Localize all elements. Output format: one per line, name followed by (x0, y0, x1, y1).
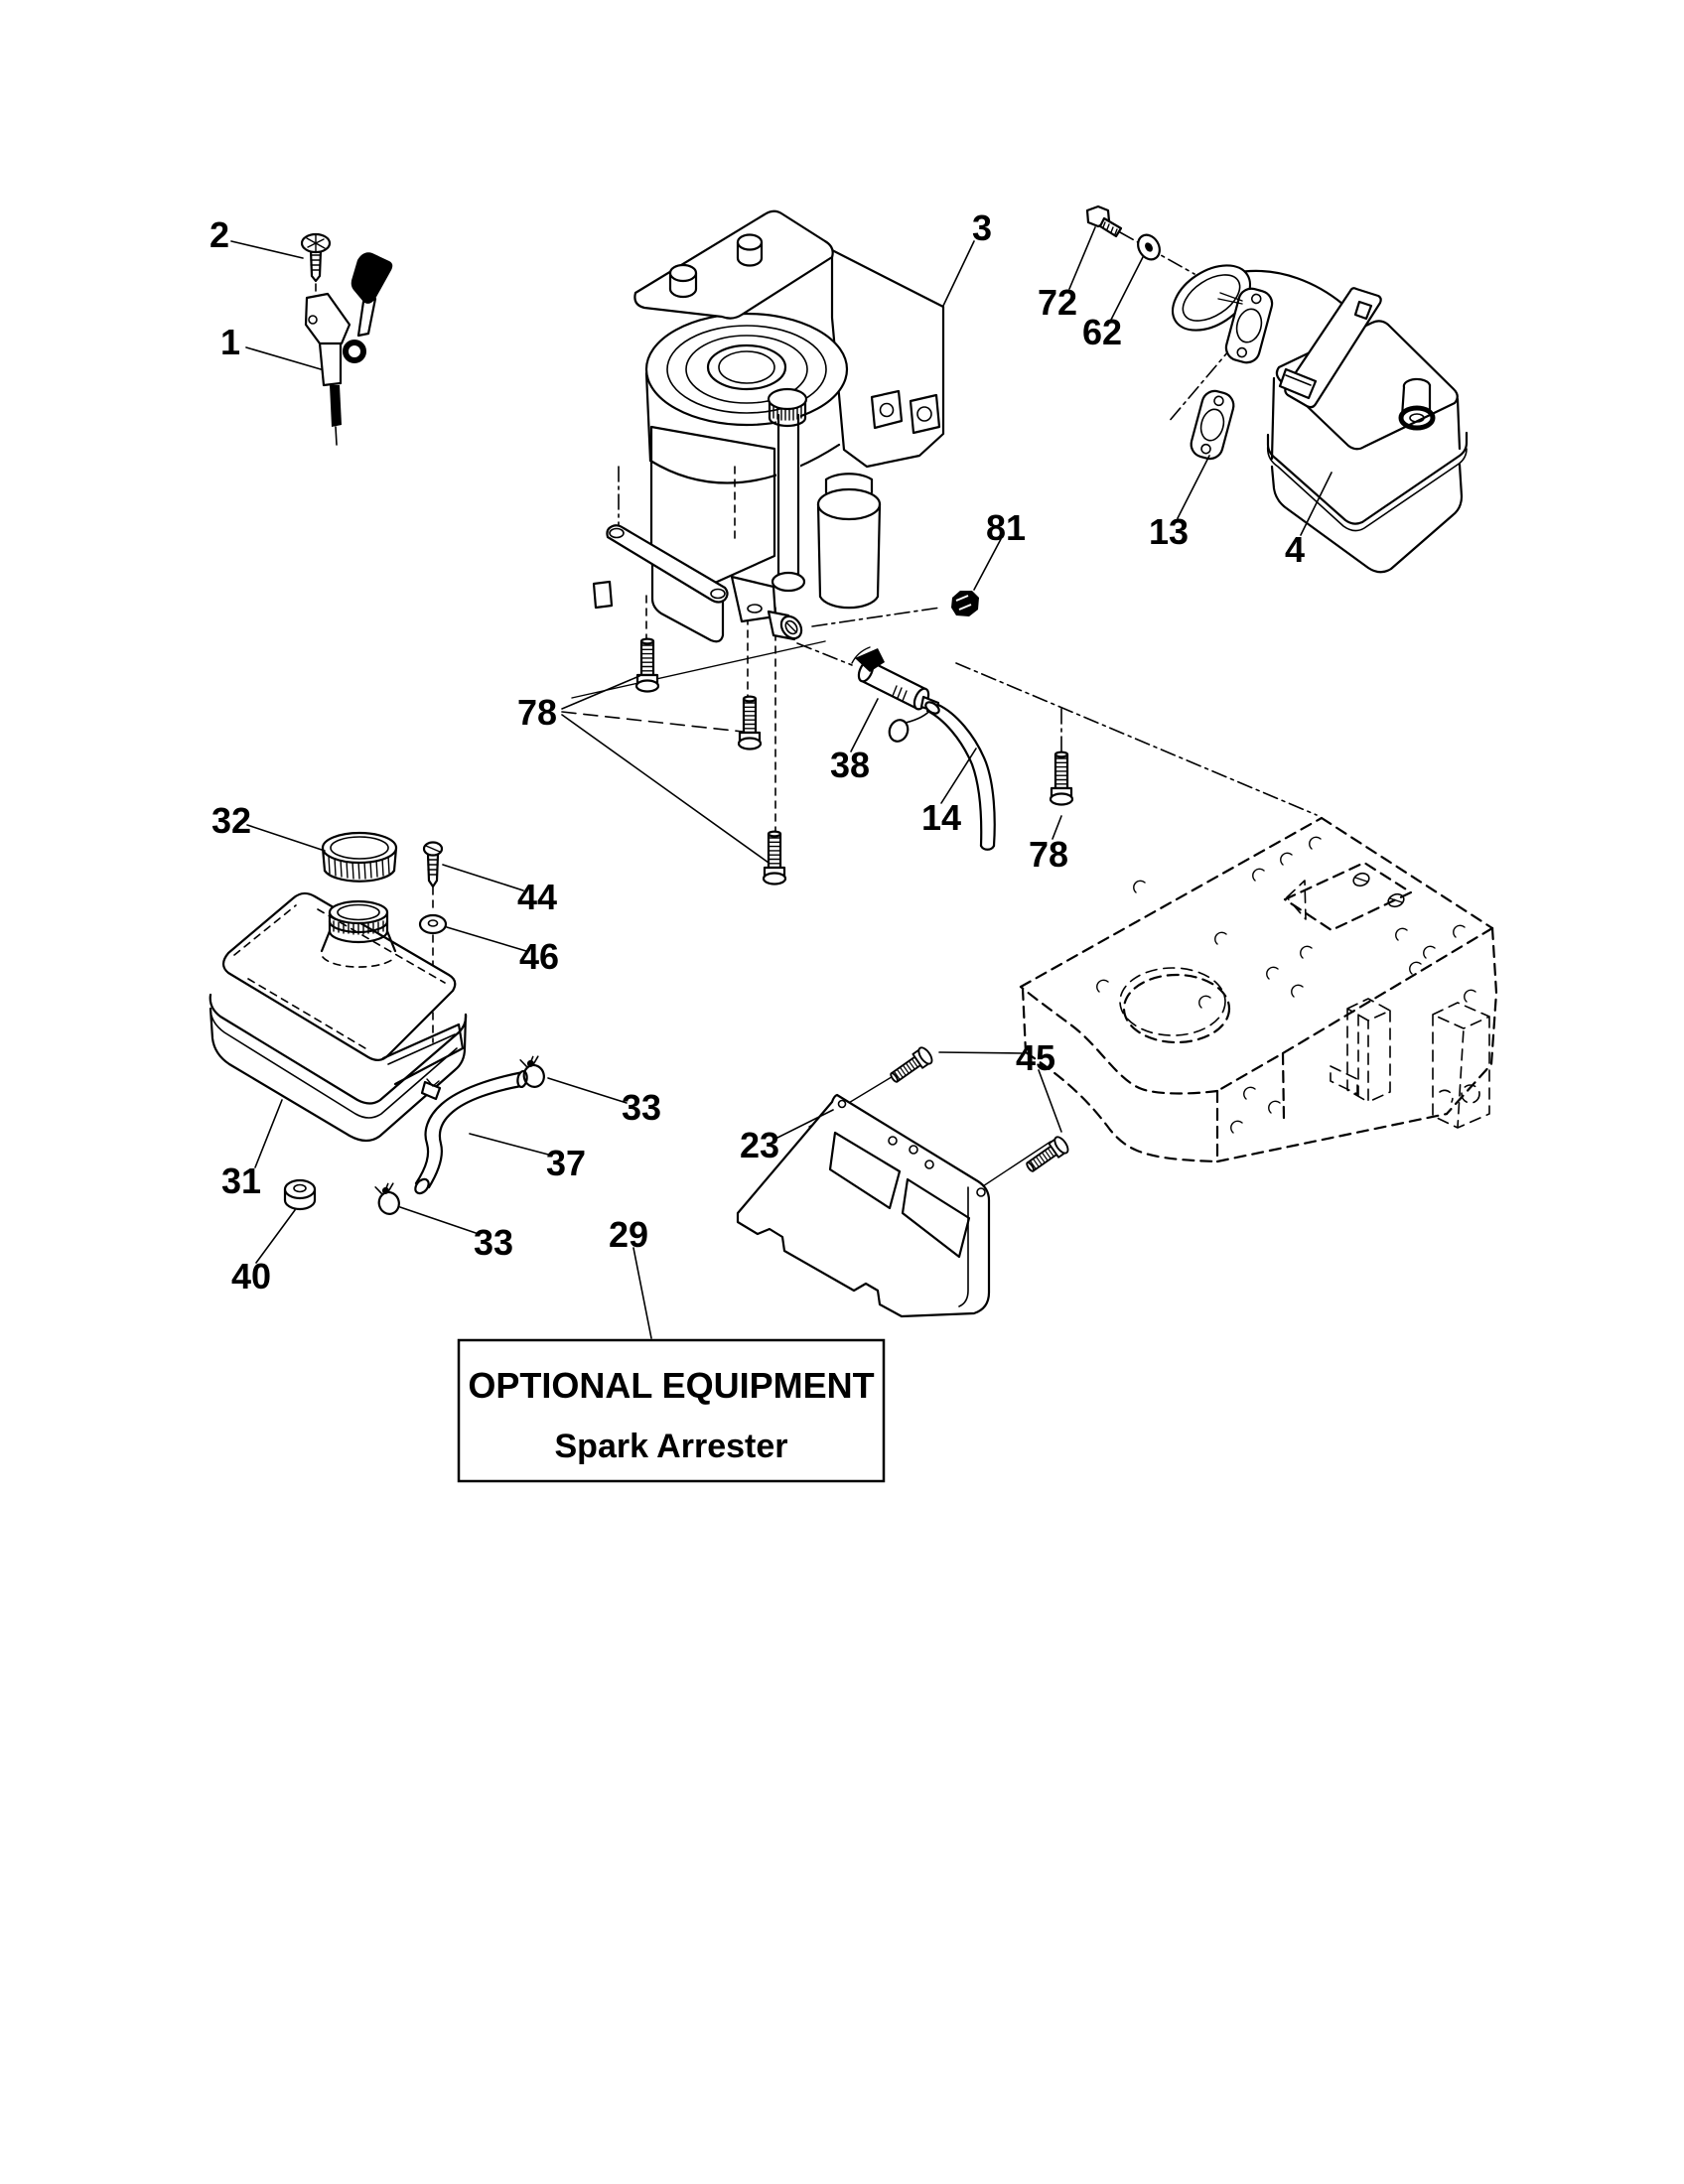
callout-4: 4 (1284, 529, 1306, 570)
fuel-tank-drawing (210, 833, 547, 1216)
callout-2: 2 (209, 214, 230, 255)
throttle-control-drawing (302, 234, 392, 445)
engine-drawing (572, 211, 943, 698)
washer-62 (1134, 231, 1164, 264)
callout-29: 29 (608, 1214, 649, 1255)
bolt-78-c (764, 832, 785, 885)
chassis-oval-hole (1124, 975, 1229, 1042)
grommet-40 (285, 1180, 315, 1209)
engine-pad-1 (872, 391, 902, 428)
callout-33-bottom: 33 (473, 1222, 514, 1263)
oil-drain-elbow (769, 612, 805, 642)
chassis-foot (1331, 1066, 1357, 1094)
throttle-bracket-1 (306, 252, 392, 445)
fuel-cap-32 (323, 833, 396, 882)
callout-40: 40 (230, 1256, 272, 1297)
exhaust-gasket-13 (1189, 388, 1237, 462)
fuel-valve-38 (852, 647, 938, 744)
callout-14: 14 (920, 797, 962, 838)
callout-13: 13 (1148, 511, 1190, 552)
callout-72: 72 (1037, 282, 1078, 323)
chassis-plate-reference (1021, 818, 1496, 1161)
tank-washer-46 (420, 915, 446, 933)
callout-46: 46 (518, 936, 560, 977)
screw-2 (302, 234, 330, 281)
callout-45: 45 (1015, 1037, 1056, 1078)
optional-equipment-box (459, 1340, 884, 1481)
callout-37: 37 (545, 1143, 587, 1183)
engine-cylinder-boss (818, 474, 880, 608)
tank-screw-44 (424, 843, 442, 887)
optional-equipment-title: OPTIONAL EQUIPMENT (468, 1365, 875, 1406)
callout-1: 1 (219, 322, 241, 362)
bolt-78-b (739, 697, 761, 750)
callout-44: 44 (516, 877, 558, 917)
bolt-45-a (888, 1045, 935, 1086)
callout-38: 38 (829, 745, 871, 785)
callout-33-top: 33 (621, 1087, 662, 1128)
dipstick-cap (769, 389, 806, 409)
bolt-72 (1087, 206, 1121, 236)
muffler-assembly-drawing (1161, 252, 1467, 572)
callout-62: 62 (1081, 312, 1123, 352)
callout-31: 31 (220, 1160, 262, 1201)
optional-equipment-subtitle: Spark Arrester (554, 1428, 788, 1465)
bolt-78-a (636, 639, 658, 692)
bolt-78-d (1051, 752, 1072, 805)
callout-78-right: 78 (1028, 834, 1069, 875)
engine-crankcase (832, 250, 943, 467)
chassis-tab-2 (1433, 1003, 1489, 1128)
bracket-23-drawing (738, 1045, 1070, 1316)
callout-78-left: 78 (516, 692, 558, 733)
engine-left-bracket (594, 582, 612, 608)
engine-pad-2 (911, 395, 939, 433)
callout-23: 23 (739, 1125, 780, 1165)
engine-mount-plate (634, 211, 832, 319)
hose-clamp-33-b (374, 1182, 401, 1216)
callout-81: 81 (985, 507, 1027, 548)
callout-3: 3 (971, 207, 993, 248)
nut-81 (951, 591, 979, 616)
callout-32: 32 (210, 800, 252, 841)
chassis-tab-1 (1347, 999, 1390, 1102)
